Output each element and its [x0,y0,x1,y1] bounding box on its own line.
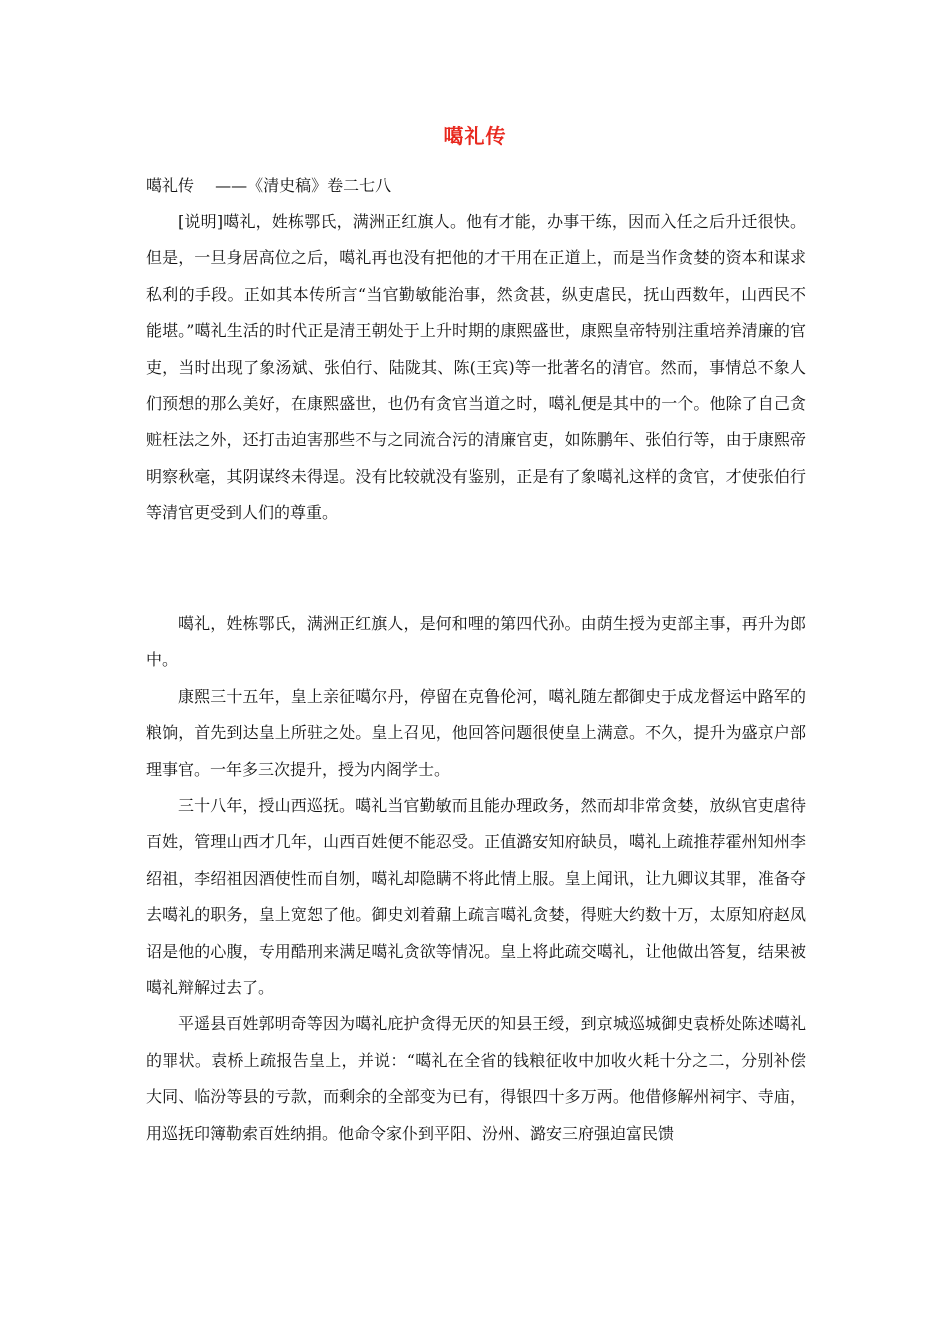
main-text-block [146,606,806,1152]
body-paragraph-1: 噶礼，姓栋鄂氏，满洲正红旗人，是何和哩的第四代孙。由荫生授为吏部主事，再升为郎中。 [146,614,806,670]
body-paragraph-2: 康熙三十五年，皇上亲征噶尔丹，停留在克鲁伦河，噶礼随左都御史于成龙督运中路军的粮饷，首先到达皇上所驻之处。皇上召见，他回答问题很使皇上满意。不久，提升为盛京户部理事官。一年多三次提升，授为内阁学士。 [146,686,806,779]
document-title: 噶礼传 [443,124,507,148]
body-paragraph-3: 三十八年，授山西巡抚。噶礼当官勤敏而且能办理政务，然而却非常贪婪，放纵官吏虐待百姓，管理山西才几年，山西百姓便不能忍受。正值潞安知府缺员，噶礼上疏推荐霍州知州李绍祖，李绍祖因酒使性而自刎，噶礼却隐瞒不将此情上服。皇上闻讯，让九卿议其罪，准备夺去噶礼的职务，皇上宽恕了他。御史刘着鼐上疏言噶礼贪婪，得赃大约数十万，太原知府赵凤诏是他的心腹，专用酷刑来满足噶礼贪欲等情况。皇上将此疏交噶礼，让他做出答复，结果被噶礼辩解过去了。 [146,796,806,998]
body-paragraph-4: 平遥县百姓郭明奇等因为噶礼庇护贪得无厌的知县王绶，到京城巡城御史袁桥处陈述噶礼的罪状。袁桥上疏报告皇上，并说：“噶礼在全省的钱粮征收中加收火耗十分之二，分别补偿大同、临汾等县的亏款，而剩余的全部变为已有，得银四十多万两。他借修解州祠宇、寺庙，用巡抚印簿勒索百姓纳捐。他命令家仆到平阳、汾州、潞安三府强迫富民馈 [146,1014,806,1143]
intro-paragraph: [说明]噶礼，姓栋鄂氏，满洲正红旗人。他有才能，办事干练，因而入任之后升迁很快。但是，一旦身居高位之后，噶礼再也没有把他的才干用在正道上，而是当作贪婪的资本和谋求私利的手段。正如其本传所言“当官勤敏能治事，然贪甚，纵吏虐民，抚山西数年，山西民不能堪。”噶礼生活的时代正是清王朝处于上升时期的康熙盛世，康熙皇帝特别注重培养清廉的官吏，当时出现了象汤斌、张伯行、陆陇其、陈(王宾)等一批著名的清官。然而，事情总不象人们预想的那么美好，在康熙盛世，也仍有贪官当道之时，噶礼便是其中的一个。他除了自己贪赃枉法之外，还打击迫害那些不与之同流合污的清廉官吏，如陈鹏年、张伯行等，由于康熙帝明察秋毫，其阴谋终未得逞。没有比较就没有鉴别，正是有了象噶礼这样的贪官，才使张伯行等清官更受到人们的尊重。 [146,212,806,523]
document-subtitle: 噶礼传 ——《清史稿》卷二七八 [146,176,392,195]
intro-block [146,204,806,532]
